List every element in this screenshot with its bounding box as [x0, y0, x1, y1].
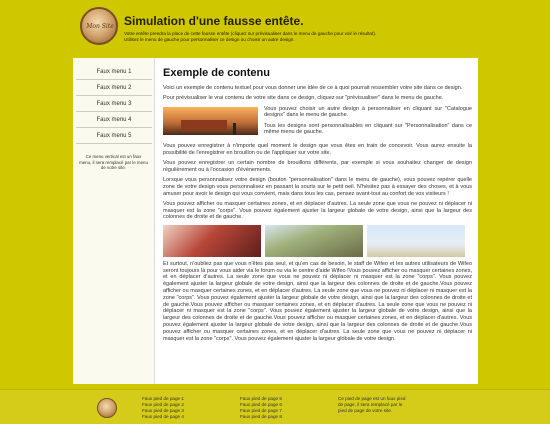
- content-paragraph-1: Voici un exemple de contenu textuel pour vous donner une idée de ce à quoi pourrait ressembler votre site dans ce design.: [163, 85, 463, 91]
- content-paragraph-8: Vous pouvez afficher ou masquer certaines zones, et en déplacer d'autres. La seule zone que vous ne pouvez ni déplacer ni masquer est la zone "corps". Vous pouvez également ajuster la largeur globale de votre design, ainsi que la largeur des colonnes de droite et de gauche.: [163, 200, 472, 221]
- gallery-image-1: [163, 225, 261, 257]
- site-description-line-2: Utilisez le menu de gauche pour personnaliser ce design ou choisir un autre design.: [124, 37, 295, 42]
- content-paragraph-9: Et surtout, n'oubliez pas que vous n'êtes pas seul, et qu'en cas de besoin, le staff de Wifeo et les autres utilisateurs de Wifeo seront toujours là pour vous aider via le forum ou via le centre d'aide Wifeo !Vous pouvez afficher ou masquer certaines zones, et en déplacer d'autres. La seule zone que vous ne pouvez ni déplacer ni masquer est la zone "corps". Vous pouvez également ajuster la largeur globale de votre design, ainsi que la largeur des colonnes de droite et de gauche.Vous pouvez afficher ou masquer certaines zones, et en déplacer d'autres. La seule zone que vous ne pouvez ni déplacer ni masquer est la zone "corps". Vous pouvez également ajuster la largeur globale de votre design, ainsi que la largeur des colonnes de droite et de gauche.Vous pouvez afficher ou masquer certaines zones, et en déplacer d'autres. La seule zone que vous ne pouvez ni déplacer ni masquer est la zone "corps". Vous pouvez également ajuster la largeur globale de votre design, ainsi que la largeur des colonnes de droite et de gauche.Vous pouvez afficher ou masquer certaines zones, et en déplacer d'autres. Vous pouvez également ajuster la largeur globale de votre design, ainsi que la largeur des colonnes de droite et de gauche.Vous pouvez afficher ou masquer certaines zones, et en déplacer d'autres. La seule zone que vous ne pouvez ni déplacer ni masquer est la zone "corps". Vous pouvez également ajuster la largeur globale de votre design.: [163, 260, 472, 342]
- sidebar-item-faux-menu-2[interactable]: Faux menu 2: [76, 80, 152, 96]
- footer-column-2: [240, 396, 282, 420]
- footer-column-1: [142, 396, 184, 420]
- footer-link[interactable]: Faux pied de page 8: [240, 414, 282, 419]
- footer-link[interactable]: Faux pied de page 2: [142, 402, 184, 407]
- sidebar-item-faux-menu-5[interactable]: Faux menu 5: [76, 128, 152, 144]
- footer-note: Ce pied de page est un faux pied de page, il sera remplacé par le pied de page de votre site.: [338, 396, 406, 413]
- footer-link[interactable]: Faux pied de page 1: [142, 396, 184, 401]
- content-paragraph-5: Vous pouvez enregistrer à n'importe quel moment le design que vous êtes en train de concevoir. Vous aurez ensuite la possibilité de l'enregistrer en brouillon ou de l'appliquer sur votre site.: [163, 142, 472, 156]
- mesa-rock-shape: [181, 120, 227, 130]
- site-description-line-1: Votre entête prendra la place de cette fausse entête (cliquez sur prévisualiser dans le menu de gauche pour voir le résultat).: [124, 31, 377, 36]
- footer-link[interactable]: Faux pied de page 6: [240, 402, 282, 407]
- sidebar-item-faux-menu-1[interactable]: Faux menu 1: [76, 64, 152, 80]
- header: [0, 0, 550, 58]
- site-title: Simulation d'une fausse entête.: [124, 14, 304, 28]
- content-paragraph-3: Vous pouvez choisir un autre design à personnaliser en cliquant sur "Catalogue designs" dans le menu de gauche.: [264, 105, 472, 119]
- footer-link[interactable]: Faux pied de page 5: [240, 396, 282, 401]
- gallery-image-2: [265, 225, 363, 257]
- main-content: [163, 58, 472, 384]
- sidebar-item-faux-menu-3[interactable]: Faux menu 3: [76, 96, 152, 112]
- sidebar-item-faux-menu-4[interactable]: Faux menu 4: [76, 112, 152, 128]
- footer-link[interactable]: Faux pied de page 7: [240, 408, 282, 413]
- content-paragraph-2: Pour prévisualiser le vrai contenu de votre site dans ce design, cliquez sur "prévisualiser" dans le menu de gauche.: [163, 95, 444, 102]
- gallery-image-3: [367, 225, 465, 257]
- image-text-row: [163, 106, 472, 140]
- logo-text: Mon Site: [86, 23, 114, 30]
- footer-logo: [97, 398, 117, 418]
- image-gallery: [163, 225, 472, 257]
- sidebar-note: Ce menu vertical est un faux menu, il sera remplacé par le menu de votre site.: [79, 154, 148, 171]
- desert-landscape-image: [163, 107, 258, 135]
- sidebar: [73, 58, 155, 384]
- content-paragraph-7: Lorsque vous personnalisez votre design (bouton "personnalisation" dans le menu de gauche), vous pouvez repérer quelle zone de votre design vous personnalisez en passant la souris sur le petit oeil. N'hésitez pas à essayer des choses, et à vous amuser pour avoir le design qui vous convient, mais dans tous les cas, pensez avant-tout au confort de vos visiteurs !: [163, 176, 472, 197]
- site-description: [124, 31, 444, 43]
- content-paragraph-4: Tous les designs sont personnalisables en cliquant sur "Personnalisation" dans ce même menu de gauche.: [264, 122, 472, 136]
- footer-link[interactable]: Faux pied de page 3: [142, 408, 184, 413]
- footer: [0, 389, 550, 424]
- content-title: Exemple de contenu: [163, 67, 270, 79]
- site-logo[interactable]: [80, 7, 118, 45]
- footer-link[interactable]: Faux pied de page 4: [142, 414, 184, 419]
- page-body: [73, 58, 478, 384]
- cactus-shape: [233, 123, 236, 135]
- content-paragraph-6: Vous pouvez enregistrer un certain nombre de brouillons différents, par exemple si vous souhaitez changer de design régulièrement ou à l'occasion d'évènements.: [163, 159, 472, 173]
